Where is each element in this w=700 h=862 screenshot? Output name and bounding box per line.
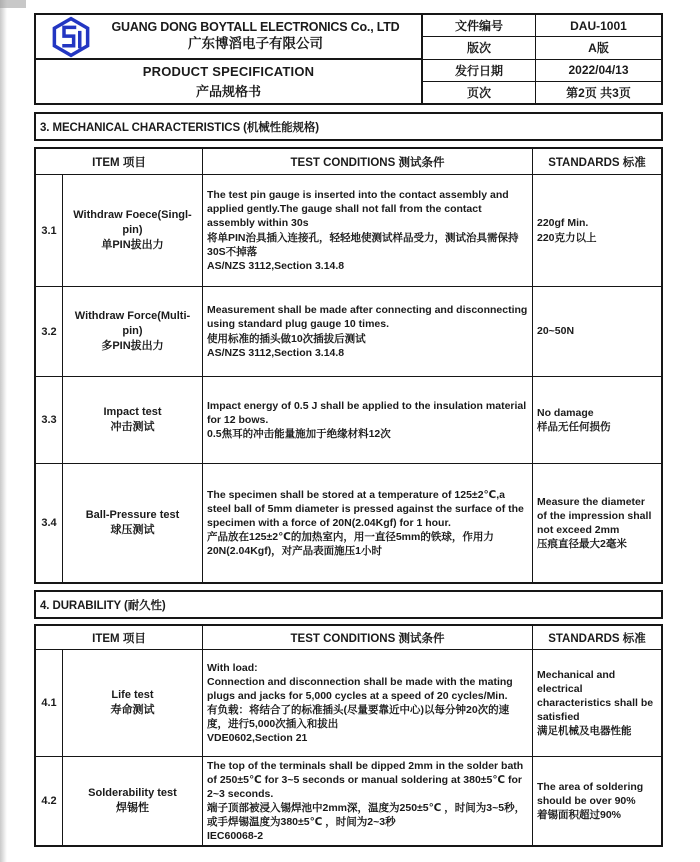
conditions-cn: 0.5焦耳的冲击能量施加于绝缘材料12次: [207, 428, 391, 441]
col-header-item: ITEM 项目: [36, 626, 203, 650]
row-3-1-item: [63, 175, 203, 287]
item-name-en: Impact test: [103, 406, 162, 419]
meta-label-doc-number: 文件编号: [423, 15, 536, 36]
meta-label-issue-date: 发行日期: [423, 60, 536, 81]
row-3-2-conditions: [203, 287, 533, 377]
meta-label-revision: 版次: [423, 37, 536, 58]
section-4-table: [34, 624, 663, 847]
conditions-cn: 将单PIN治具插入连接孔，轻轻地使测试样品受力，测试治具需保持30S不掉落: [207, 231, 519, 258]
row-4-1-item: [63, 650, 203, 757]
conditions-prefix: With load:: [207, 661, 258, 674]
row-3-1-conditions: [203, 175, 533, 287]
row-3-1-standards: [533, 175, 661, 287]
standards-en: 20~50N: [537, 325, 575, 338]
item-name-en: Solderability test: [88, 787, 177, 800]
conditions-en: Impact energy of 0.5 J shall be applied to the insulation material for 12 bows.: [207, 399, 527, 426]
document-header: [34, 13, 663, 105]
company-name-cn: 广东博滔电子有限公司: [188, 35, 323, 51]
row-3-2-number: 3.2: [36, 287, 63, 377]
item-name-cn: 球压测试: [110, 524, 155, 536]
row-4-2-standards: [533, 757, 661, 845]
col-header-item: ITEM 项目: [36, 149, 203, 175]
conditions-cn: 产品放在125±2℃的加热室内，用一直径5mm的铁球，作用力20N(2.04Kgf)，对产品表面施压1小时: [207, 531, 494, 558]
col-header-standards: STANDARDS 标准: [533, 626, 661, 650]
conditions-en: The specimen shall be stored at a temperature of 125±2℃,a steel ball of 5mm diameter is pressed against the surface of the specimen with a force of 20N(2.04Kgf) for 1 hour.: [207, 488, 524, 529]
row-4-1-standards: [533, 650, 661, 757]
meta-row-issue-date: [423, 59, 661, 81]
conditions-cn: 有负载：将结合了的标准插头(尽量要靠近中心)以每分钟20次的速度，进行5,000次插入和拔出: [207, 704, 510, 731]
col-header-conditions: TEST CONDITIONS 测试条件: [203, 626, 533, 650]
row-3-3-number: 3.3: [36, 377, 63, 464]
row-4-1-conditions: [203, 650, 533, 757]
header-left: [36, 15, 423, 103]
section-3-title: 3. MECHANICAL CHARACTERISTICS (机械性能规格): [34, 112, 663, 141]
document-title-en: PRODUCT SPECIFICATION: [142, 63, 315, 79]
company-name: [96, 20, 415, 53]
standards-en: Mechanical and electrical characteristics shall be satisfied: [537, 668, 654, 724]
row-3-4-item: [63, 464, 203, 582]
standards-en: Measure the diameter of the impression shall not exceed 2mm: [537, 495, 652, 536]
company-block: [36, 15, 421, 58]
item-name-cn: 寿命测试: [110, 704, 155, 716]
row-3-3-standards: [533, 377, 661, 464]
standards-cn: 样品无任何损伤: [537, 421, 611, 433]
conditions-en: Connection and disconnection shall be made with the mating plugs and jacks for 5,000 cycles at a speed of 20 cycles/Min.: [207, 675, 513, 702]
row-4-2-conditions: [203, 757, 533, 845]
document-title-cn: 产品规格书: [195, 83, 261, 99]
conditions-cn: 端子顶部被浸入锡焊池中2mm深，温度为250±5℃ ，时间为3~5秒，或手焊锡温度为380±5℃ ，时间为2~3秒: [207, 802, 526, 829]
meta-row-revision: [423, 36, 661, 58]
col-header-standards: STANDARDS 标准: [533, 149, 661, 175]
standards-en: The area of soldering should be over 90%: [537, 780, 644, 807]
item-name-cn: 焊锡性: [116, 802, 149, 814]
col-header-conditions: TEST CONDITIONS 测试条件: [203, 149, 533, 175]
standards-en: No damage: [537, 406, 594, 419]
row-3-3-item: [63, 377, 203, 464]
conditions-ref: VDE0602,Section 21: [207, 732, 308, 745]
row-3-1-number: 3.1: [36, 175, 63, 287]
conditions-ref: AS/NZS 3112,Section 3.14.8: [207, 259, 345, 272]
section-4-title: 4. DURABILITY (耐久性): [34, 590, 663, 619]
conditions-en: The top of the terminals shall be dipped 2mm in the solder bath of 250±5℃ for 3~5 seconds or manual soldering at 380±5℃ for 2~3 seconds.: [207, 759, 524, 800]
row-3-4-standards: [533, 464, 661, 582]
item-name-cn: 冲击测试: [110, 421, 155, 433]
conditions-en: The test pin gauge is inserted into the contact assembly and applied gently.The gauge shall not fall from the contact assembly within 30s: [207, 189, 509, 230]
meta-value-issue-date: 2022/04/13: [568, 63, 629, 78]
meta-value-revision: A版: [588, 41, 609, 56]
section-3-table: [34, 147, 663, 584]
conditions-en: Measurement shall be made after connecting and disconnecting using standard plug gauge 10 times.: [207, 304, 528, 331]
scan-corner-artifact: [0, 0, 26, 8]
row-3-3-conditions: [203, 377, 533, 464]
document-title-block: [36, 58, 421, 103]
scan-edge-artifact: [0, 0, 7, 862]
row-3-4-number: 3.4: [36, 464, 63, 582]
row-4-2-number: 4.2: [36, 757, 63, 845]
row-4-2-item: [63, 757, 203, 845]
company-logo-icon: [50, 16, 92, 58]
item-name-en: Withdraw Force(Multi-pin): [74, 310, 191, 338]
header-meta-table: [423, 15, 661, 103]
conditions-ref: IEC60068-2: [207, 830, 264, 843]
standards-cn: 压痕直径最大2毫米: [537, 538, 627, 551]
conditions-cn: 使用标准的插头做10次插拔后测试: [207, 332, 366, 345]
meta-row-doc-number: [423, 15, 661, 36]
standards-cn: 220克力以上: [537, 231, 597, 244]
standards-en: 220gf Min.: [537, 217, 589, 230]
conditions-ref: AS/NZS 3112,Section 3.14.8: [207, 346, 345, 359]
row-3-2-standards: [533, 287, 661, 377]
meta-label-page-number: 页次: [423, 82, 536, 103]
item-name-en: Ball-Pressure test: [85, 509, 180, 522]
meta-value-doc-number: DAU-1001: [570, 18, 627, 33]
item-name-en: Withdraw Foece(Singl-pin): [73, 209, 192, 237]
meta-row-page-number: [423, 81, 661, 103]
spec-sheet-page: [34, 13, 663, 847]
row-3-4-conditions: [203, 464, 533, 582]
company-name-en: GUANG DONG BOYTALL ELECTRONICS Co., LTD: [111, 20, 400, 35]
row-4-1-number: 4.1: [36, 650, 63, 757]
item-name-cn: 单PIN拔出力: [101, 238, 164, 251]
standards-cn: 着锡面积超过90%: [537, 809, 622, 822]
meta-value-page-number: 第2页 共3页: [566, 85, 631, 100]
item-name-cn: 多PIN拔出力: [101, 339, 164, 352]
row-3-2-item: [63, 287, 203, 377]
standards-cn: 满足机械及电器性能: [537, 725, 632, 738]
item-name-en: Life test: [111, 689, 154, 702]
